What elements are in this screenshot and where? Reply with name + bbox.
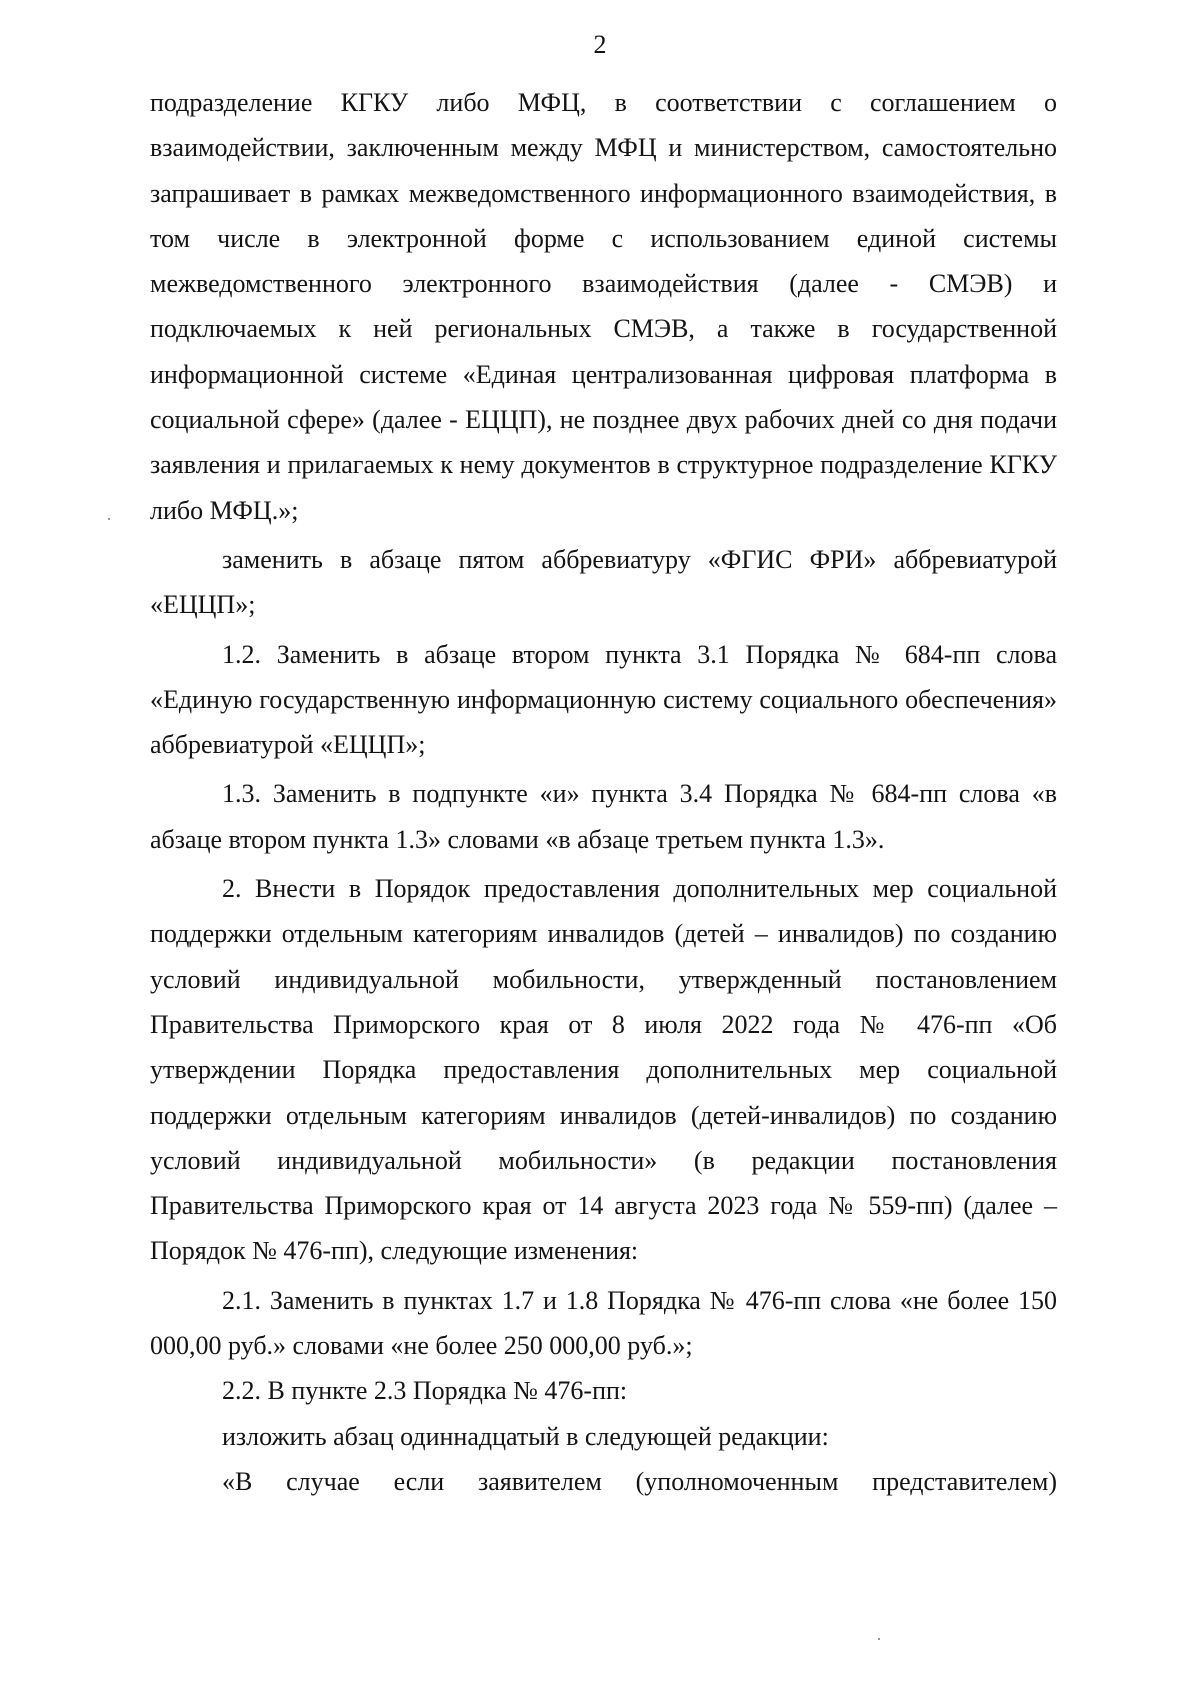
- scan-speck: [878, 1638, 880, 1640]
- paragraph-item-2: 2. Внести в Порядок предоставления дополнительных мер социальной поддержки отдельным категориям инвалидов (детей – инвалидов) по созданию условий индивидуальной мобильности, утвержденный постановлением Правительства Приморского края от 8 июля 2022 года № 476-пп «Об утверждении Порядка предоставления дополнительных мер социальной поддержки отдельным категориям инвалидов (детей-инвалидов) по созданию условий индивидуальной мобильности» (в редакции постановления Правительства Приморского края от 14 августа 2023 года № 559-пп) (далее – Порядок № 476-пп), следующие изменения:: [150, 874, 1057, 1266]
- document-body: [150, 80, 1057, 1504]
- paragraph-replace-abbreviation: заменить в абзаце пятом аббревиатуру «ФГИС ФРИ» аббревиатурой «ЕЦЦП»;: [150, 544, 1057, 620]
- paragraph-item-2-1: 2.1. Заменить в пунктах 1.7 и 1.8 Порядка № 476-пп слова «не более 150 000,00 руб.» словами «не более 250 000,00 руб.»;: [150, 1285, 1057, 1361]
- paragraph-continuation: подразделение КГКУ либо МФЦ, в соответствии с соглашением о взаимодействии, заключенным между МФЦ и министерством, самостоятельно запрашивает в рамках межведомственного информационного взаимодействия, в том числе в электронной форме с использованием единой системы межведомственного электронного взаимодействия (далее - СМЭВ) и подключаемых к ней региональных СМЭВ, а также в государственной информационной системе «Единая централизованная цифровая платформа в социальной сфере» (далее - ЕЦЦП), не позднее двух рабочих дней со дня подачи заявления и прилагаемых к нему документов в структурное подразделение КГКУ либо МФЦ.»;: [150, 88, 1057, 525]
- scan-speck: [108, 518, 110, 520]
- paragraph-item-1-2: 1.2. Заменить в абзаце втором пункта 3.1 Порядка № 684-пп слова «Единую государственную информационную систему социального обеспечения» аббревиатурой «ЕЦЦП»;: [150, 639, 1057, 760]
- paragraph-quote-start: «В случае если заявителем (уполномоченным представителем): [222, 1466, 1057, 1496]
- page-number: 2: [593, 30, 607, 59]
- paragraph-item-2-2: 2.2. В пункте 2.3 Порядка № 476-пп:: [222, 1376, 628, 1406]
- paragraph-set-out: изложить абзац одиннадцатый в следующей редакции:: [222, 1421, 829, 1451]
- paragraph-item-1-3: 1.3. Заменить в подпункте «и» пункта 3.4 Порядка № 684-пп слова «в абзаце втором пункта 1.3» словами «в абзаце третьем пункта 1.3».: [150, 779, 1057, 854]
